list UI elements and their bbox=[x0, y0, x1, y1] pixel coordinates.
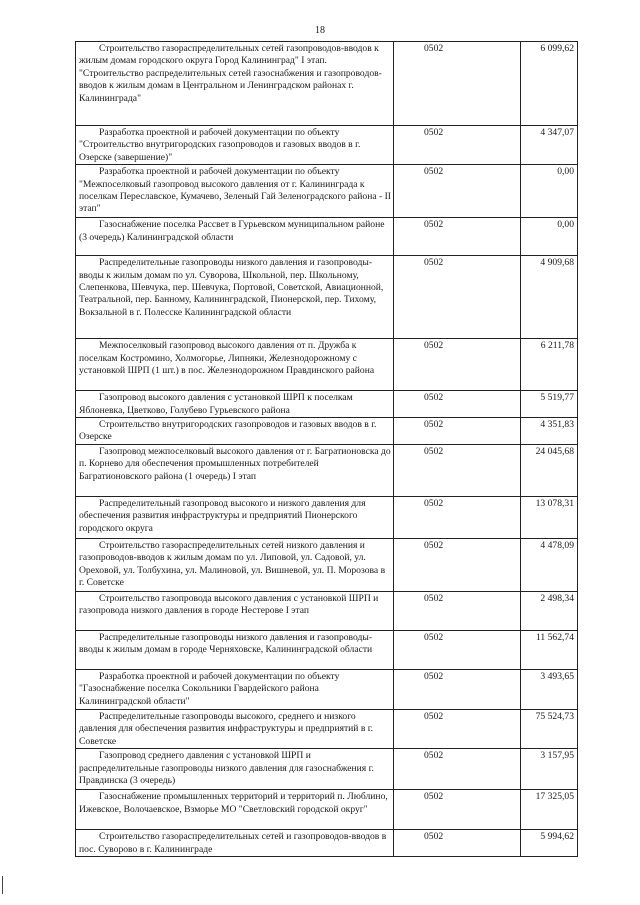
amount: 4 351,83 bbox=[521, 418, 578, 445]
table-row bbox=[76, 339, 578, 391]
amount: 4 909,68 bbox=[521, 256, 578, 339]
object-name: Строительство газопровода высокого давления с установкой ШРП и газопровода низкого давления в городе Нестерове I этап bbox=[76, 592, 394, 631]
object-name: Разработка проектной и рабочей документации по объекту "Межпоселковый газопровод высокого давления от г. Калининграда к поселкам Переславское, Кумачево, Зеленый Гай Зеленоградского района - II этап" bbox=[76, 165, 394, 218]
object-name: Строительство газораспределительных сетей низкого давления и газопроводов-вводов к жилым домам по ул. Липовой, ул. Садовой, ул. Ореховой, ул. Толбухина, ул. Малиновой, ул. Вишневой, ул. П. Морозова в г. Советске bbox=[76, 539, 394, 592]
section-code: 0502 bbox=[394, 749, 521, 790]
table-row bbox=[76, 256, 578, 339]
section-code: 0502 bbox=[394, 339, 521, 391]
section-code: 0502 bbox=[394, 592, 521, 631]
table-row bbox=[76, 830, 578, 857]
object-name: Газоснабжение поселка Рассвет в Гурьевском муниципальном районе (3 очередь) Калининградской области bbox=[76, 218, 394, 256]
section-code: 0502 bbox=[394, 710, 521, 749]
amount: 0,00 bbox=[521, 218, 578, 256]
section-code: 0502 bbox=[394, 42, 521, 126]
table-row bbox=[76, 539, 578, 592]
section-code: 0502 bbox=[394, 631, 521, 670]
amount: 75 524,73 bbox=[521, 710, 578, 749]
table-row bbox=[76, 126, 578, 165]
table-row bbox=[76, 497, 578, 539]
object-name: Межпоселковый газопровод высокого давления от п. Дружба к поселкам Костромино, Холмогорье, Липняки, Железнодорожному с установкой ШРП (1 шт.) в пос. Железнодорожном Правдинского района bbox=[76, 339, 394, 391]
amount: 17 325,05 bbox=[521, 790, 578, 830]
section-code: 0502 bbox=[394, 790, 521, 830]
table-row bbox=[76, 165, 578, 218]
section-code: 0502 bbox=[394, 497, 521, 539]
section-code: 0502 bbox=[394, 830, 521, 857]
object-name: Разработка проектной и рабочей документации по объекту "Строительство внутригородских газопроводов и газовых вводов в г. Озерске (завершение)" bbox=[76, 126, 394, 165]
amount: 3 157,95 bbox=[521, 749, 578, 790]
object-name: Распределительные газопроводы высокого, среднего и низкого давления для обеспечения развития инфраструктуры и предприятий в г. Советске bbox=[76, 710, 394, 749]
table-row bbox=[76, 418, 578, 445]
object-name: Распределительные газопроводы низкого давления и газопроводы-вводы к жилым домам по ул. Суворова, Школьной, пер. Школьному, Слепенкова, Шевчука, пер. Шевчука, Портовой, Советской, Авиационной, Театральной, пер. Банному, Калининградской, Пионерской, пер. Тихому, Вокзальной в г. Полесске Калининградской области bbox=[76, 256, 394, 339]
object-name: Газопровод высокого давления с установкой ШРП к поселкам Яблоневка, Цветково, Голубево Гурьевского района bbox=[76, 391, 394, 418]
object-name: Газоснабжение промышленных территорий и территорий п. Люблино, Ижевское, Волочаевское, Взморье МО "Светловский городской округ" bbox=[76, 790, 394, 830]
object-name: Строительство газораспределительных сетей и газопроводов-вводов в пос. Суворово в г. Калининграде bbox=[76, 830, 394, 857]
table-row bbox=[76, 749, 578, 790]
amount: 11 562,74 bbox=[521, 631, 578, 670]
amount: 3 493,65 bbox=[521, 670, 578, 710]
amount: 6 099,62 bbox=[521, 42, 578, 126]
table-row bbox=[76, 592, 578, 631]
amount: 0,00 bbox=[521, 165, 578, 218]
section-code: 0502 bbox=[394, 539, 521, 592]
object-name: Газопровод межпоселковый высокого давления от г. Багратионовска до п. Корнево для обеспечения промышленных потребителей Багратионовского района (1 очередь) I этап bbox=[76, 445, 394, 497]
object-name: Строительство газораспределительных сетей газопроводов-вводов к жилым домам городского округа Город Калининград" I этап. "Строительство распределительных сетей газоснабжения и газопроводов-вводов к жилым домам в Центральном и Ленинградском районах г. Калининграда" bbox=[76, 42, 394, 126]
amount: 6 211,78 bbox=[521, 339, 578, 391]
table-row bbox=[76, 391, 578, 418]
amount: 4 347,07 bbox=[521, 126, 578, 165]
object-name: Газопровод среднего давления с установкой ШРП и распределительные газопроводы низкого давления для газоснабжения г. Правдинска (3 очередь) bbox=[76, 749, 394, 790]
object-name: Разработка проектной и рабочей документации по объекту "Газоснабжение поселка Сокольники Гвардейского района Калининградской области" bbox=[76, 670, 394, 710]
section-code: 0502 bbox=[394, 218, 521, 256]
table-row bbox=[76, 218, 578, 256]
amount: 4 478,09 bbox=[521, 539, 578, 592]
section-code: 0502 bbox=[394, 256, 521, 339]
section-code: 0502 bbox=[394, 391, 521, 418]
amount: 5 994,62 bbox=[521, 830, 578, 857]
table-row bbox=[76, 631, 578, 670]
section-code: 0502 bbox=[394, 670, 521, 710]
object-name: Распределительный газопровод высокого и низкого давления для обеспечения развития инфраструктуры и предприятий Пионерского городского округа bbox=[76, 497, 394, 539]
section-code: 0502 bbox=[394, 126, 521, 165]
section-code: 0502 bbox=[394, 445, 521, 497]
budget-table bbox=[75, 41, 578, 857]
table-row bbox=[76, 670, 578, 710]
table-row bbox=[76, 445, 578, 497]
scan-margin-mark bbox=[2, 876, 3, 894]
object-name: Строительство внутригородских газопроводов и газовых вводов в г. Озерске bbox=[76, 418, 394, 445]
table-row bbox=[76, 790, 578, 830]
object-name: Распределительные газопроводы низкого давления и газопроводы-вводы к жилым домам в городе Черняховске, Калининградской области bbox=[76, 631, 394, 670]
amount: 2 498,34 bbox=[521, 592, 578, 631]
page-number: 18 bbox=[315, 25, 325, 36]
section-code: 0502 bbox=[394, 165, 521, 218]
section-code: 0502 bbox=[394, 418, 521, 445]
amount: 24 045,68 bbox=[521, 445, 578, 497]
amount: 5 519,77 bbox=[521, 391, 578, 418]
amount: 13 078,31 bbox=[521, 497, 578, 539]
table-row bbox=[76, 710, 578, 749]
table-row bbox=[76, 42, 578, 126]
